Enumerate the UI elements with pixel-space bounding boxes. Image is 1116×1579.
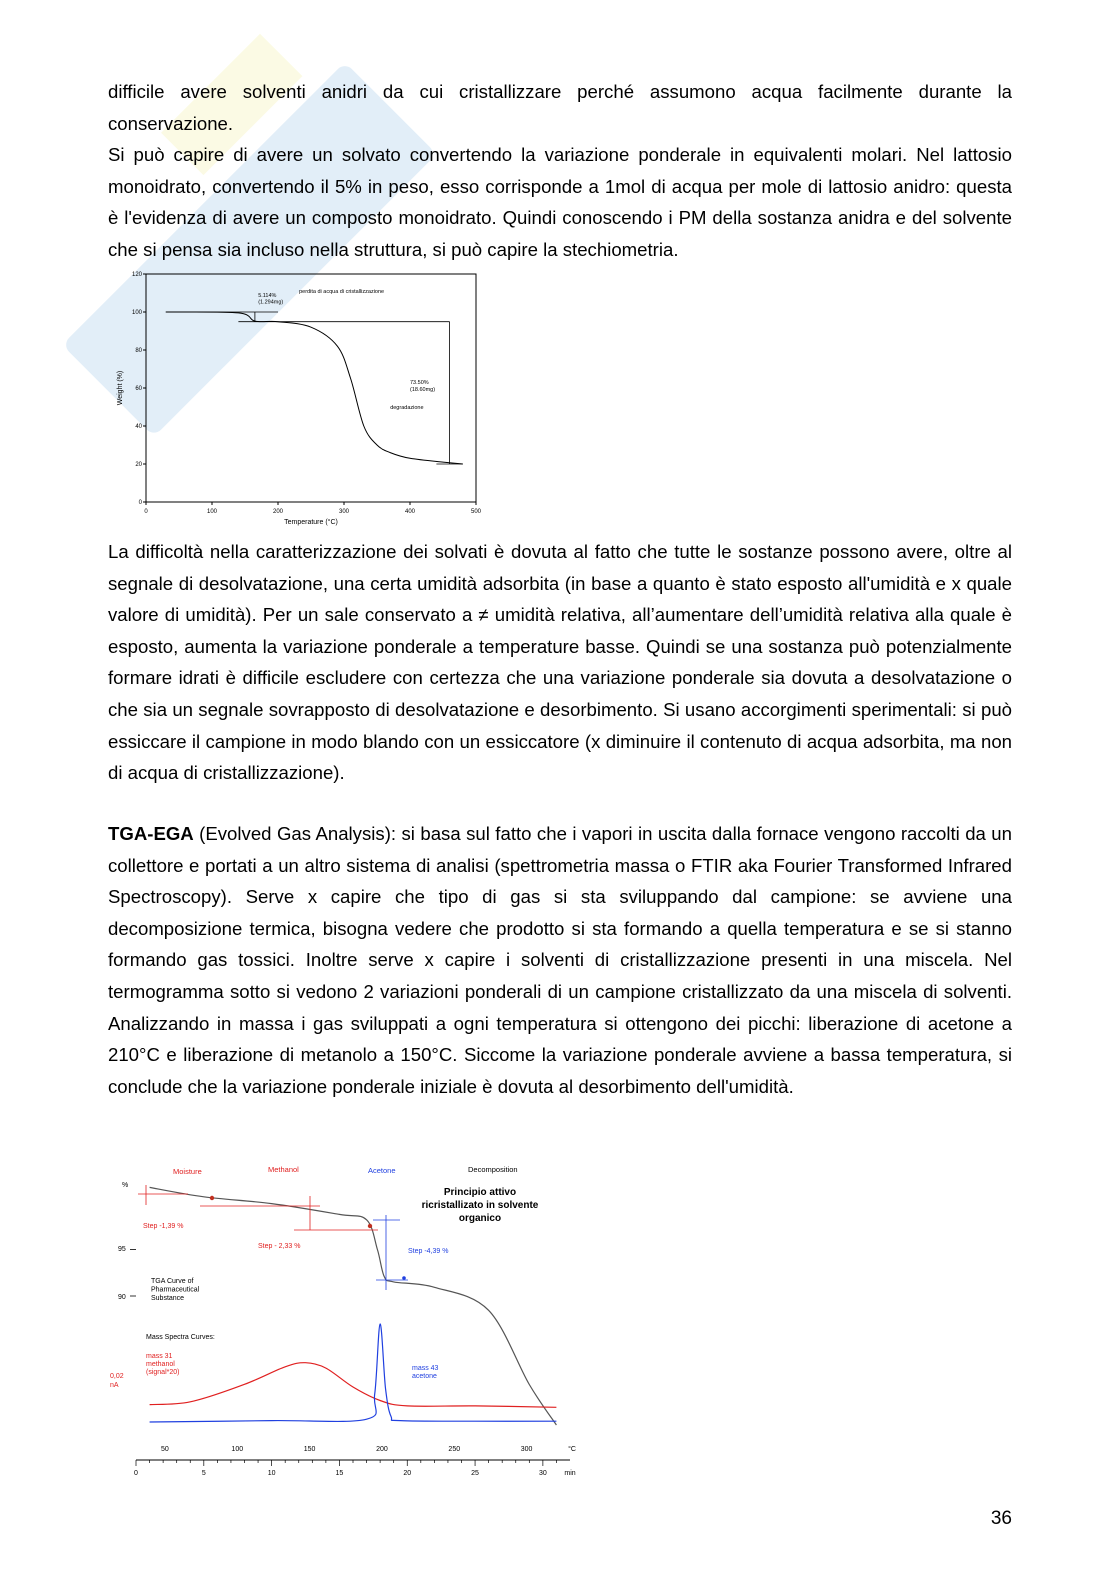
time-tick-label: min: [564, 1470, 576, 1477]
step-moisture-label: Step -1,39 %: [143, 1223, 184, 1230]
temp-tick-label: 100: [231, 1446, 244, 1453]
y2-label: 0,02: [110, 1373, 124, 1380]
x-tick-label: 400: [404, 509, 416, 515]
acetone-dot: [402, 1276, 406, 1280]
page-number: 36: [990, 1508, 1012, 1529]
step-methanol-label: Step - 2,33 %: [258, 1243, 301, 1250]
y-tick-label: 0: [138, 500, 142, 506]
paragraph-solvato: [108, 76, 1012, 266]
y-tick-label: 40: [135, 424, 142, 430]
y-tick-95: 95: [118, 1246, 126, 1253]
moisture-dot: [210, 1196, 214, 1200]
x-tick-label: 500: [470, 509, 482, 515]
temp-tick-label: °C: [568, 1446, 576, 1453]
y-tick-label: 20: [135, 462, 142, 468]
y-axis-label: Weight (%): [117, 370, 124, 406]
step2-percent: 73.50%: [410, 380, 429, 387]
time-tick-label: 30: [538, 1470, 547, 1477]
y-unit-label: %: [122, 1182, 129, 1189]
x-tick-label: 100: [206, 509, 218, 515]
methanol-label: methanol: [146, 1361, 175, 1368]
chart-title-line: ricristallizato in solvente: [421, 1200, 539, 1211]
time-tick-label: 15: [335, 1470, 344, 1477]
para3-bold: TGA-EGA: [108, 823, 194, 844]
step1-percent: 5.114%: [258, 292, 277, 299]
para3-text: [108, 818, 1012, 1102]
tga-ega-figure: [108, 1160, 590, 1492]
tga-curve-label: Substance: [151, 1295, 185, 1302]
time-tick-label: 5: [201, 1470, 206, 1477]
temp-tick-label: 50: [161, 1446, 169, 1453]
methanol-dot: [368, 1224, 372, 1228]
tga-curve-label: TGA Curve of: [151, 1278, 194, 1285]
time-tick-label: 0: [134, 1470, 138, 1477]
tga-ega-chart: [108, 1160, 590, 1492]
y-tick-label: 120: [131, 272, 142, 278]
legend-acetone: Acetone: [368, 1166, 396, 1175]
para1-line1: difficile avere solventi anidri da cui cristallizzare perché assumono acqua facilmente durante la conservazione.: [108, 81, 1012, 134]
x-tick-label: 0: [144, 509, 148, 515]
y-tick-label: 80: [135, 348, 142, 354]
step1-mass: (1.294mg): [258, 299, 284, 306]
chart-title-line: Principio attivo: [443, 1187, 517, 1198]
temp-tick-label: 300: [520, 1446, 533, 1453]
legend-decomposition: Decomposition: [468, 1165, 518, 1174]
methanol-label: mass 31: [146, 1353, 173, 1360]
y-tick-90: 90: [118, 1294, 126, 1301]
paragraph-solvati: [108, 536, 1012, 789]
chart-title-line: organico: [458, 1213, 502, 1224]
para3-rest: (Evolved Gas Analysis): si basa sul fatto che i vapori in uscita dalla fornace vengono raccolti da un collettore e portati a un altro sistema di analisi (spettrometria massa o FTIR aka Fourier Transformed Infrared Spectroscopy). Serve x capire che tipo di gas si sta sviluppando dal campione: se avviene una decomposizione termica, bisogna vedere che prodotto si sta formando a quella temperatura e se si stanno formando gas tossici. Inoltre serve x capire i solventi di cristallizzazione presenti in una miscela. Nel termogramma sotto si vedono 2 variazioni ponderali di un campione cristallizzato da una miscela di solventi. Analizzando in massa i gas sviluppati a ogni temperatura si ottengono dei picchi: liberazione di acetone a 210°C e liberazione di metanolo a 150°C. Siccome la variazione ponderale avviene a bassa temperatura, si conclude che la variazione ponderale iniziale è dovuta al desorbimento dell'umidità.: [108, 823, 1012, 1097]
time-tick-label: 10: [267, 1470, 276, 1477]
legend-methanol: Methanol: [268, 1165, 299, 1174]
y-tick-label: 100: [131, 310, 142, 316]
time-tick-label: 25: [471, 1470, 479, 1477]
temp-tick-label: 250: [448, 1446, 461, 1453]
temp-tick-label: 150: [303, 1446, 316, 1453]
acetone-label: mass 43: [412, 1365, 439, 1372]
tga-lattosio-figure: [108, 268, 498, 530]
step2-label: degradazione: [390, 404, 424, 411]
step1-label: perdita di acqua di cristallizzazione: [299, 289, 385, 295]
x-axis-label: Temperature (°C): [284, 519, 338, 526]
tga-lattosio-chart: [108, 268, 498, 530]
legend-moisture: Moisture: [173, 1167, 202, 1176]
step2-mass: (18.60mg): [410, 386, 436, 393]
temp-tick-label: 200: [376, 1446, 388, 1453]
tga-curve-label: Pharmaceutical: [151, 1286, 200, 1294]
para1-line2: Si può capire di avere un solvato convertendo la variazione ponderale in equivalenti molari. Nel lattosio monoidrato, convertendo il 5% in peso, esso corrisponde a 1mol di acqua per mole di lattosio anidro: questa è l'evidenza di avere un composto monoidrato. Quindi conoscendo i PM della sostanza anidra e del solvente che si pensa sia incluso nella struttura, si può capire la stechiometria.: [108, 144, 1012, 260]
y2-label: nA: [110, 1382, 119, 1389]
x-tick-label: 300: [338, 509, 350, 515]
mass-spectra-label: Mass Spectra Curves:: [146, 1334, 215, 1341]
methanol-curve: [150, 1363, 557, 1408]
paragraph-tga-ega: [108, 818, 1012, 1102]
y-tick-label: 60: [135, 386, 142, 392]
step-acetone-label: Step -4,39 %: [408, 1248, 449, 1255]
para2-text: La difficoltà nella caratterizzazione dei solvati è dovuta al fatto che tutte le sostanze possono avere, oltre al segnale di desolvatazione, una certa umidità adsorbita (in base a quanto è stato esposto all'umidità e x quale valore di umidità). Per un sale conservato a ≠ umidità relativa, all’aumentare dell’umidità relativa alla quale è esposto, aumenta la variazione ponderale a temperature basse. Quindi se una sostanza può potenzialmente formare idrati è difficile escludere con certezza che una variazione ponderale sia dovuta a desolvatazione o che sia un segnale sovrapposto di desolvatazione e desorbimento. Si usano accorgimenti sperimentali: si può essiccare il campione in modo blando con un essiccatore (x diminuire il contenuto di acqua adsorbita, ma non di acqua di cristallizzazione).: [108, 541, 1012, 784]
acetone-label: acetone: [412, 1373, 437, 1380]
methanol-label: (signal*20): [146, 1369, 180, 1376]
time-tick-label: 20: [403, 1470, 412, 1477]
x-tick-label: 200: [272, 509, 284, 515]
